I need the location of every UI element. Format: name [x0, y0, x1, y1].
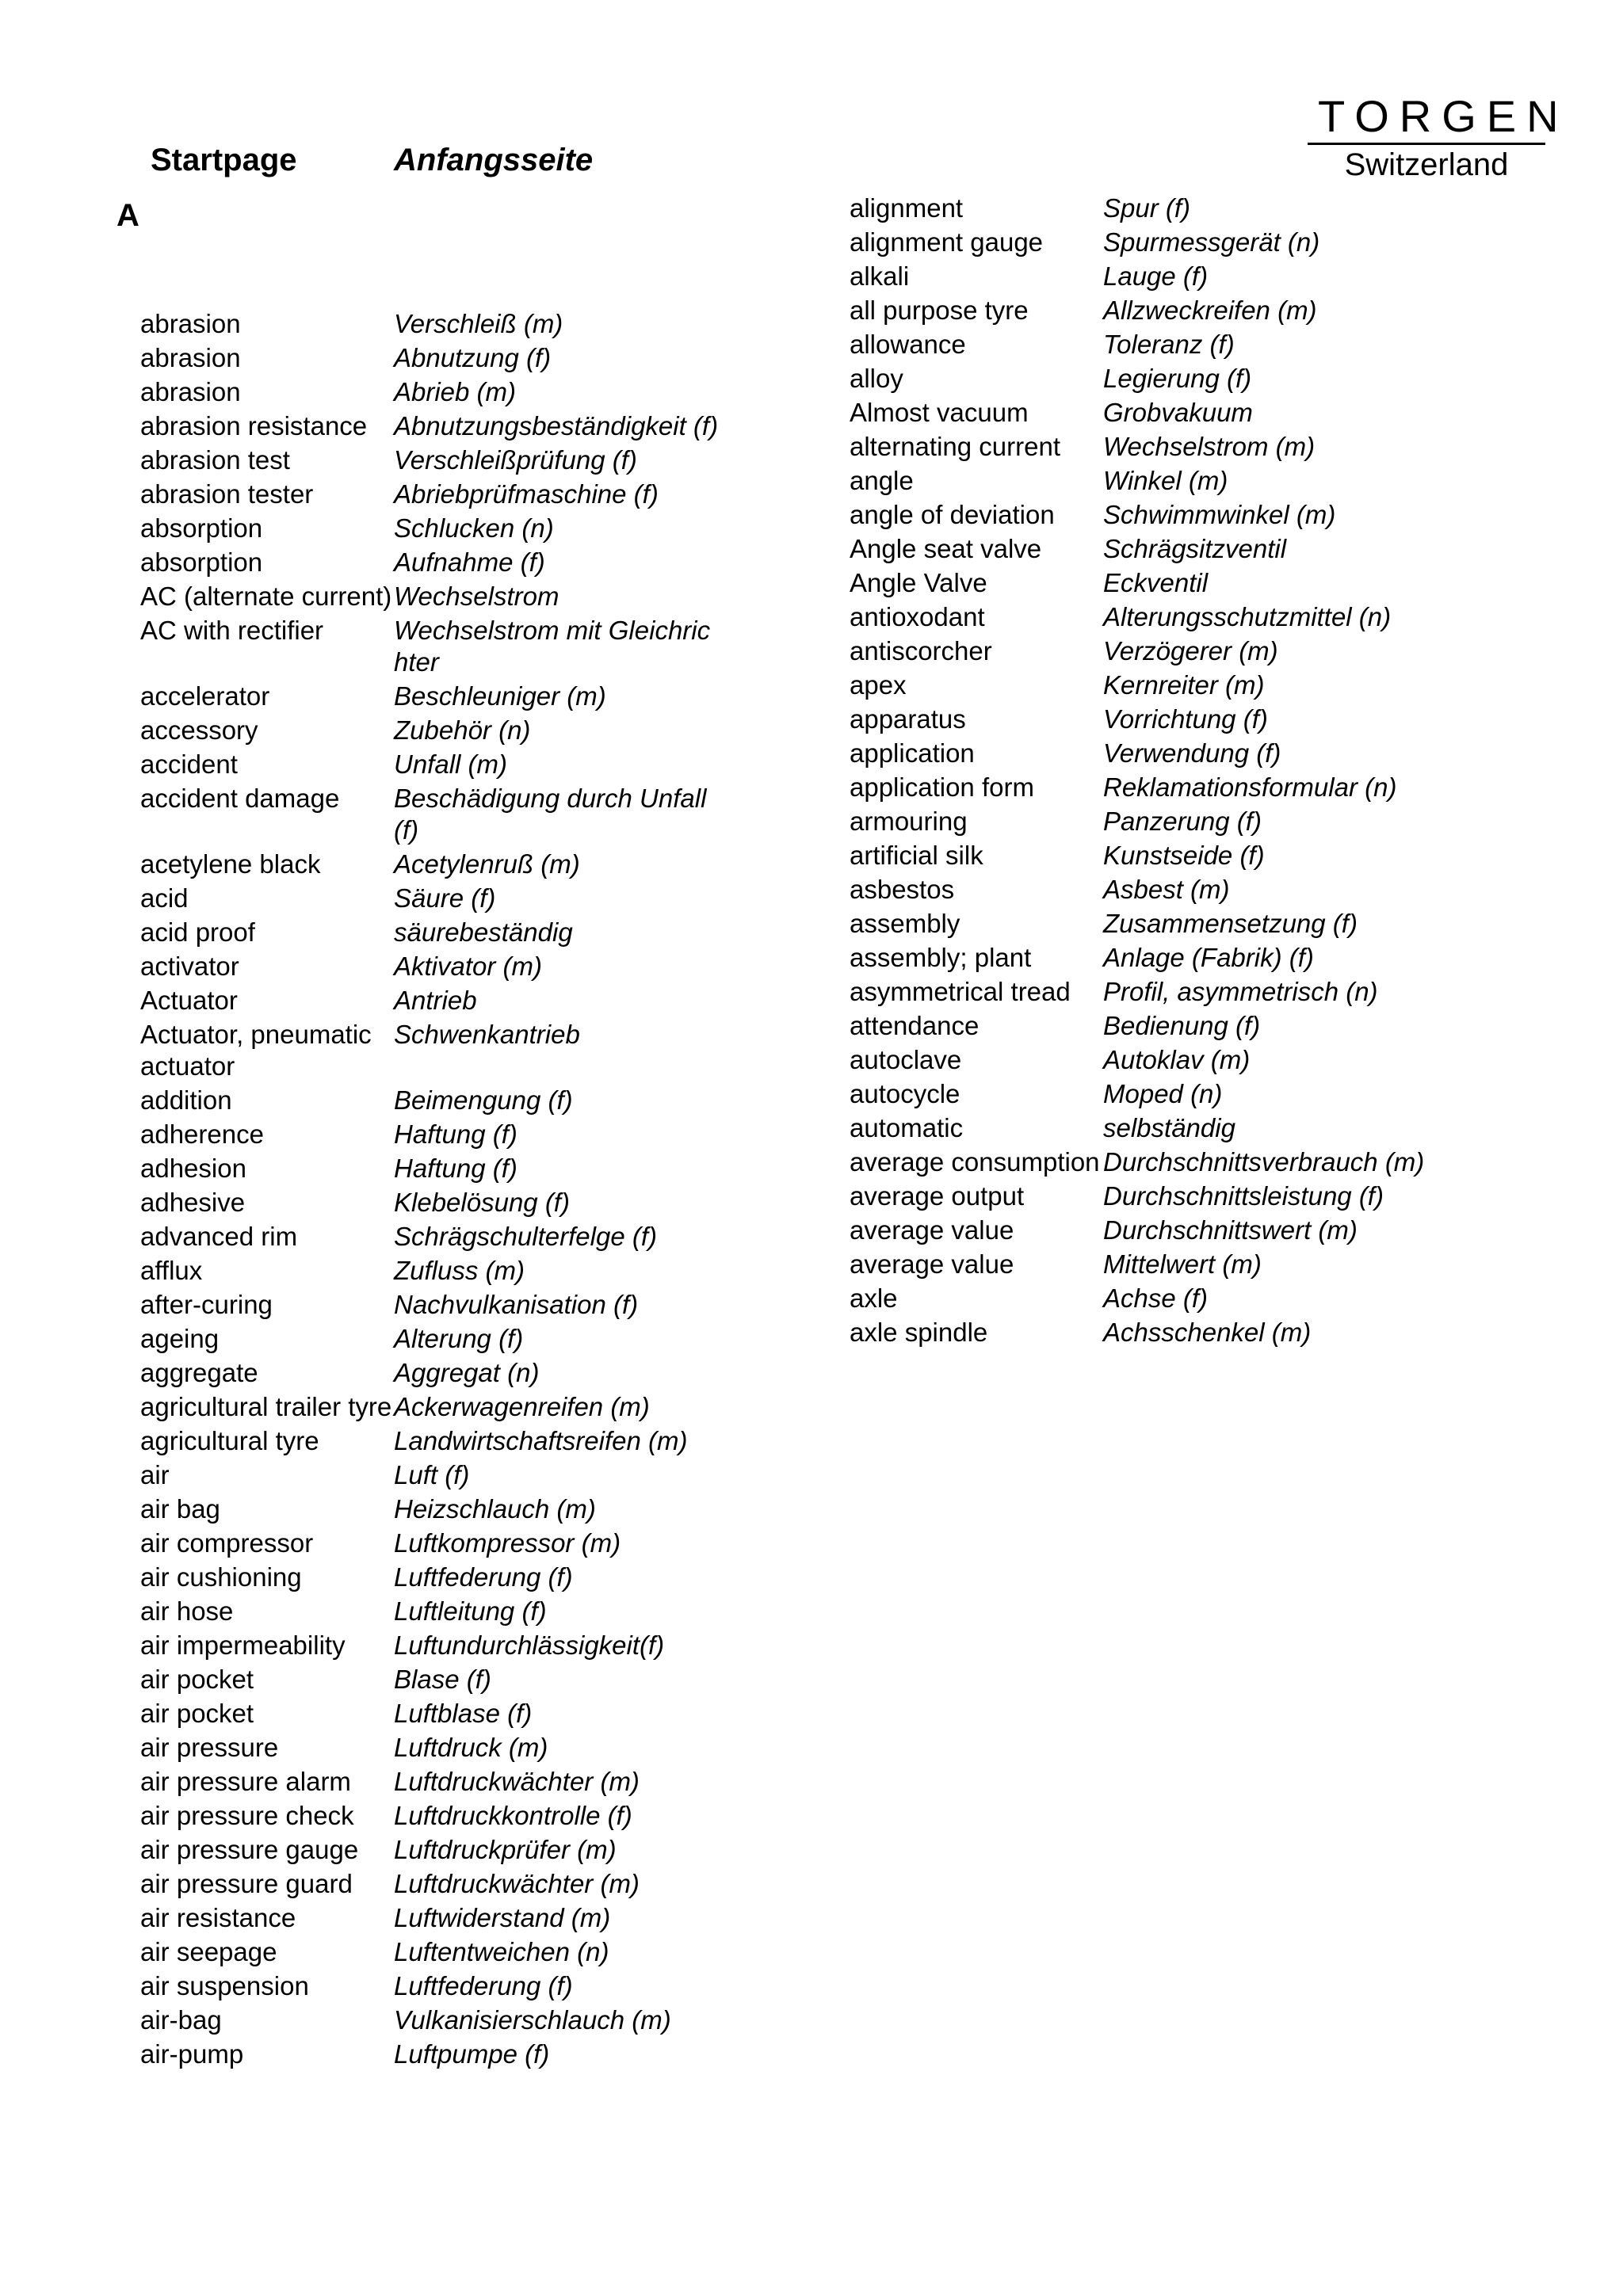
english-term: air suspension — [140, 1971, 309, 2000]
german-translation: Schrägschulterfelge (f) — [394, 1222, 657, 1251]
english-term: adhesion — [140, 1154, 246, 1183]
german-translation: Wechselstrom mit Gleichrichter — [394, 616, 711, 677]
english-term: addition — [140, 1085, 232, 1115]
german-translation: Aktivator (m) — [394, 952, 543, 981]
english-term: Angle Valve — [850, 568, 987, 597]
glossary-entry — [140, 681, 727, 712]
german-translation: säurebeständig — [394, 917, 573, 947]
english-term: artificial silk — [850, 841, 983, 870]
glossary-entry — [140, 547, 727, 578]
glossary-entry — [140, 1019, 727, 1082]
english-term: alkali — [850, 261, 910, 291]
german-translation: Luftdruckwächter (m) — [394, 1767, 640, 1796]
glossary-entry — [140, 410, 727, 442]
german-translation: selbständig — [1103, 1113, 1235, 1142]
company-logo — [1308, 91, 1569, 183]
english-term: abrasion — [140, 309, 241, 338]
glossary-column-right — [850, 193, 1468, 1351]
english-term: assembly — [850, 909, 960, 938]
english-term: air-bag — [140, 2005, 222, 2035]
english-term: armouring — [850, 807, 968, 836]
english-term: alignment — [850, 193, 964, 223]
english-term: air bag — [140, 1494, 220, 1524]
logo-name: TORGEN — [1308, 93, 1545, 145]
glossary-entry — [850, 1044, 1468, 1076]
german-translation: Zusammensetzung (f) — [1103, 909, 1358, 938]
german-translation: Alterung (f) — [394, 1324, 524, 1353]
english-term: acid — [140, 883, 189, 913]
header-english: Startpage — [151, 143, 297, 177]
english-term: adherence — [140, 1119, 264, 1149]
glossary-entry — [140, 883, 727, 914]
german-translation: Zubehör (n) — [394, 715, 531, 745]
german-translation: Vorrichtung (f) — [1103, 704, 1268, 734]
german-translation: Kunstseide (f) — [1103, 841, 1265, 870]
glossary-entry — [140, 1187, 727, 1219]
glossary-entry — [850, 465, 1468, 497]
german-translation: Abnutzung (f) — [394, 343, 552, 372]
glossary-entry — [850, 1215, 1468, 1246]
glossary-entry — [850, 601, 1468, 633]
english-term: alignment gauge — [850, 227, 1044, 257]
glossary-entry — [850, 738, 1468, 769]
english-term: air-pump — [140, 2039, 244, 2069]
english-term: absorption — [140, 513, 263, 543]
english-term: antiscorcher — [850, 636, 992, 666]
german-translation: Panzerung (f) — [1103, 807, 1262, 836]
glossary-entry — [140, 1698, 727, 1730]
german-translation: Schwenkantrieb — [394, 1020, 580, 1049]
english-term: air pressure guard — [140, 1869, 353, 1898]
glossary-entry — [140, 2039, 727, 2070]
glossary-entry — [140, 1085, 727, 1116]
header-german: Anfangsseite — [394, 143, 594, 177]
glossary-entry — [850, 1317, 1468, 1348]
german-translation: Kernreiter (m) — [1103, 670, 1265, 700]
english-term: axle — [850, 1283, 898, 1313]
german-translation: Wechselstrom (m) — [1103, 432, 1316, 461]
glossary-entry — [140, 1766, 727, 1798]
german-translation: Abrieb (m) — [394, 377, 517, 406]
german-translation: Haftung (f) — [394, 1119, 517, 1149]
glossary-entry — [140, 581, 727, 612]
german-translation: Luftentweichen (n) — [394, 1937, 609, 1966]
english-term: apex — [850, 670, 907, 700]
german-translation: Schlucken (n) — [394, 513, 554, 543]
german-translation: Luftdruck (m) — [394, 1733, 548, 1762]
german-translation: Beschleuniger (m) — [394, 681, 606, 711]
english-term: alternating current — [850, 432, 1060, 461]
glossary-entry — [140, 1868, 727, 1900]
english-term: accelerator — [140, 681, 270, 711]
german-translation: Heizschlauch (m) — [394, 1494, 596, 1524]
glossary-entry — [140, 308, 727, 340]
glossary-entry — [140, 1970, 727, 2002]
english-term: application form — [850, 772, 1034, 802]
english-term: abrasion tester — [140, 479, 314, 509]
german-translation: Moped (n) — [1103, 1079, 1223, 1108]
german-translation: Blase (f) — [394, 1665, 491, 1694]
english-term: agricultural trailer tyre — [140, 1392, 392, 1421]
glossary-entry — [140, 1630, 727, 1661]
german-translation: Legierung (f) — [1103, 364, 1252, 393]
german-translation: Säure (f) — [394, 883, 496, 913]
glossary-entry — [140, 951, 727, 982]
german-translation: Nachvulkanisation (f) — [394, 1290, 639, 1319]
english-term: abrasion — [140, 343, 241, 372]
glossary-entry — [140, 1221, 727, 1253]
german-translation: Luftfederung (f) — [394, 1971, 573, 2000]
glossary-entry — [140, 1664, 727, 1695]
german-translation: Bedienung (f) — [1103, 1011, 1261, 1040]
glossary-entry — [140, 376, 727, 408]
glossary-entry — [140, 1493, 727, 1525]
german-translation: Antrieb — [394, 986, 477, 1015]
english-term: after-curing — [140, 1290, 273, 1319]
glossary-entry — [140, 1459, 727, 1491]
english-term: air pocket — [140, 1665, 254, 1694]
german-translation: Luftfederung (f) — [394, 1562, 573, 1592]
glossary-entry — [140, 917, 727, 948]
glossary-entry — [140, 1936, 727, 1968]
german-translation: Allzweckreifen (m) — [1103, 296, 1317, 325]
glossary-entry — [850, 1180, 1468, 1212]
english-term: application — [850, 738, 975, 768]
glossary-entry — [850, 772, 1468, 803]
german-translation: Wechselstrom — [394, 582, 559, 611]
english-term: axle spindle — [850, 1318, 988, 1347]
glossary-entry — [140, 985, 727, 1016]
glossary-entry — [140, 849, 727, 880]
german-translation: Klebelösung (f) — [394, 1188, 570, 1217]
german-translation: Profil, asymmetrisch (n) — [1103, 977, 1378, 1006]
glossary-entry — [140, 615, 727, 678]
glossary-entry — [850, 431, 1468, 463]
english-term: abrasion resistance — [140, 411, 368, 441]
glossary-entry — [850, 1146, 1468, 1178]
english-term: Angle seat valve — [850, 534, 1042, 563]
english-term: abrasion — [140, 377, 241, 406]
english-term: accessory — [140, 715, 258, 745]
english-term: angle of deviation — [850, 500, 1055, 529]
german-translation: Toleranz (f) — [1103, 330, 1235, 359]
german-translation: Verzögerer (m) — [1103, 636, 1278, 666]
glossary-column-left — [140, 308, 727, 2073]
glossary-entry — [140, 479, 727, 510]
german-translation: Asbest (m) — [1103, 875, 1230, 904]
english-term: air pressure check — [140, 1801, 354, 1830]
german-translation: Winkel (m) — [1103, 466, 1228, 495]
english-term: air pressure — [140, 1733, 279, 1762]
glossary-entry — [850, 1078, 1468, 1110]
german-translation: Verschleißprüfung (f) — [394, 445, 637, 475]
german-translation: Acetylenruß (m) — [394, 849, 580, 879]
german-translation: Luftdruckwächter (m) — [394, 1869, 640, 1898]
glossary-entry — [140, 1596, 727, 1627]
english-term: acetylene black — [140, 849, 321, 879]
english-term: average value — [850, 1215, 1014, 1245]
german-translation: Achsschenkel (m) — [1103, 1318, 1312, 1347]
glossary-entry — [140, 749, 727, 780]
english-term: activator — [140, 952, 239, 981]
english-term: air resistance — [140, 1903, 296, 1932]
english-term: ageing — [140, 1324, 220, 1353]
english-term: asymmetrical tread — [850, 977, 1071, 1006]
english-term: abrasion test — [140, 445, 290, 475]
english-term: air compressor — [140, 1528, 314, 1558]
glossary-entry — [850, 704, 1468, 735]
german-translation: Abriebprüfmaschine (f) — [394, 479, 659, 509]
english-term: autocycle — [850, 1079, 960, 1108]
german-translation: Luftwiderstand (m) — [394, 1903, 611, 1932]
german-translation: Beimengung (f) — [394, 1085, 573, 1115]
german-translation: Schwimmwinkel (m) — [1103, 500, 1336, 529]
german-translation: Mittelwert (m) — [1103, 1249, 1262, 1279]
english-term: antioxodant — [850, 602, 985, 631]
german-translation: Schrägsitzventil — [1103, 534, 1287, 563]
german-translation: Grobvakuum — [1103, 398, 1253, 427]
glossary-entry — [850, 363, 1468, 395]
german-translation: Luftpumpe (f) — [394, 2039, 550, 2069]
english-term: attendance — [850, 1011, 980, 1040]
german-translation: Ackerwagenreifen (m) — [394, 1392, 650, 1421]
english-term: average consumption — [850, 1147, 1100, 1177]
glossary-entry — [140, 1902, 727, 1934]
glossary-entry — [850, 976, 1468, 1008]
german-translation: Aufnahme (f) — [394, 547, 545, 577]
glossary-entry — [850, 1249, 1468, 1280]
glossary-entry — [140, 1562, 727, 1593]
english-term: acid proof — [140, 917, 255, 947]
english-term: AC (alternate current) — [140, 582, 392, 611]
glossary-entry — [850, 1283, 1468, 1314]
glossary-entry — [850, 295, 1468, 326]
english-term: allowance — [850, 330, 966, 359]
english-term: automatic — [850, 1113, 964, 1142]
glossary-entry — [850, 261, 1468, 292]
english-term: alloy — [850, 364, 903, 393]
german-translation: Landwirtschaftsreifen (m) — [394, 1426, 688, 1455]
english-term: air cushioning — [140, 1562, 302, 1592]
glossary-entry — [850, 1112, 1468, 1144]
glossary-entry — [140, 1425, 727, 1457]
glossary-entry — [850, 329, 1468, 360]
english-term: average value — [850, 1249, 1014, 1279]
glossary-entry — [850, 942, 1468, 974]
glossary-entry — [850, 397, 1468, 429]
glossary-entry — [850, 635, 1468, 667]
glossary-entry — [140, 1153, 727, 1184]
german-translation: Eckventil — [1103, 568, 1209, 597]
glossary-entry — [140, 1800, 727, 1832]
english-term: Actuator — [140, 986, 238, 1015]
german-translation: Durchschnittswert (m) — [1103, 1215, 1358, 1245]
english-term: air impermeability — [140, 1630, 346, 1660]
english-term: agricultural tyre — [140, 1426, 319, 1455]
english-term: AC with rectifier — [140, 616, 324, 645]
glossary-entry — [140, 1527, 727, 1559]
english-term: absorption — [140, 547, 263, 577]
english-term: all purpose tyre — [850, 296, 1029, 325]
german-translation: Spurmessgerät (n) — [1103, 227, 1320, 257]
english-term: Almost vacuum — [850, 398, 1029, 427]
german-translation: Alterungsschutzmittel (n) — [1103, 602, 1392, 631]
english-term: apparatus — [850, 704, 966, 734]
english-term: accident damage — [140, 784, 340, 813]
section-letter: A — [116, 198, 139, 233]
glossary-entry — [140, 1289, 727, 1321]
english-term: air pocket — [140, 1699, 254, 1728]
german-translation: Durchschnittsverbrauch (m) — [1103, 1147, 1425, 1177]
german-translation: Luftleitung (f) — [394, 1596, 547, 1626]
english-term: air seepage — [140, 1937, 277, 1966]
english-term: air hose — [140, 1596, 234, 1626]
glossary-entry — [140, 513, 727, 544]
glossary-entry — [850, 193, 1468, 224]
german-translation: Luftdruckkontrolle (f) — [394, 1801, 632, 1830]
english-term: advanced rim — [140, 1222, 298, 1251]
english-term: air — [140, 1460, 170, 1489]
german-translation: Reklamationsformular (n) — [1103, 772, 1397, 802]
german-translation: Luft (f) — [394, 1460, 470, 1489]
english-term: Actuator, pneumatic actuator — [140, 1020, 372, 1081]
glossary-entry — [140, 1391, 727, 1423]
german-translation: Durchschnittsleistung (f) — [1103, 1181, 1384, 1211]
glossary-entry — [140, 1732, 727, 1764]
logo-subtitle: Switzerland — [1344, 147, 1509, 182]
german-translation: Luftblase (f) — [394, 1699, 533, 1728]
german-translation: Lauge (f) — [1103, 261, 1209, 291]
english-term: accident — [140, 749, 238, 779]
english-term: air pressure alarm — [140, 1767, 351, 1796]
german-translation: Verwendung (f) — [1103, 738, 1281, 768]
glossary-entry — [850, 840, 1468, 871]
glossary-entry — [140, 1834, 727, 1866]
glossary-entry — [140, 1255, 727, 1287]
german-translation: Beschädigung durch Unfall (f) — [394, 784, 707, 845]
glossary-entry — [850, 227, 1468, 258]
glossary-entry — [850, 908, 1468, 940]
german-translation: Achse (f) — [1103, 1283, 1209, 1313]
glossary-entry — [850, 533, 1468, 565]
glossary-entry — [140, 1357, 727, 1389]
german-translation: Aggregat (n) — [394, 1358, 540, 1387]
glossary-entry — [140, 444, 727, 476]
german-translation: Haftung (f) — [394, 1154, 517, 1183]
glossary-entry — [140, 342, 727, 374]
glossary-entry — [140, 1323, 727, 1355]
english-term: air pressure gauge — [140, 1835, 359, 1864]
glossary-entry — [140, 2004, 727, 2036]
english-term: average output — [850, 1181, 1025, 1211]
german-translation: Zufluss (m) — [394, 1256, 525, 1285]
german-translation: Anlage (Fabrik) (f) — [1103, 943, 1314, 972]
german-translation: Abnutzungsbeständigkeit (f) — [394, 411, 719, 441]
german-translation: Autoklav (m) — [1103, 1045, 1251, 1074]
german-translation: Spur (f) — [1103, 193, 1191, 223]
glossary-entry — [850, 669, 1468, 701]
english-term: angle — [850, 466, 914, 495]
german-translation: Luftdruckprüfer (m) — [394, 1835, 617, 1864]
english-term: aggregate — [140, 1358, 258, 1387]
english-term: afflux — [140, 1256, 203, 1285]
german-translation: Verschleiß (m) — [394, 309, 563, 338]
german-translation: Vulkanisierschlauch (m) — [394, 2005, 671, 2035]
glossary-entry — [850, 806, 1468, 837]
english-term: autoclave — [850, 1045, 962, 1074]
glossary-entry — [140, 715, 727, 746]
glossary-entry — [850, 499, 1468, 531]
german-translation: Luftundurchlässigkeit(f) — [394, 1630, 665, 1660]
glossary-entry — [850, 1010, 1468, 1042]
glossary-entry — [850, 874, 1468, 906]
english-term: asbestos — [850, 875, 955, 904]
english-term: adhesive — [140, 1188, 246, 1217]
glossary-entry — [140, 1119, 727, 1150]
english-term: assembly; plant — [850, 943, 1032, 972]
glossary-entry — [140, 783, 727, 846]
german-translation: Luftkompressor (m) — [394, 1528, 621, 1558]
german-translation: Unfall (m) — [394, 749, 508, 779]
glossary-entry — [850, 567, 1468, 599]
